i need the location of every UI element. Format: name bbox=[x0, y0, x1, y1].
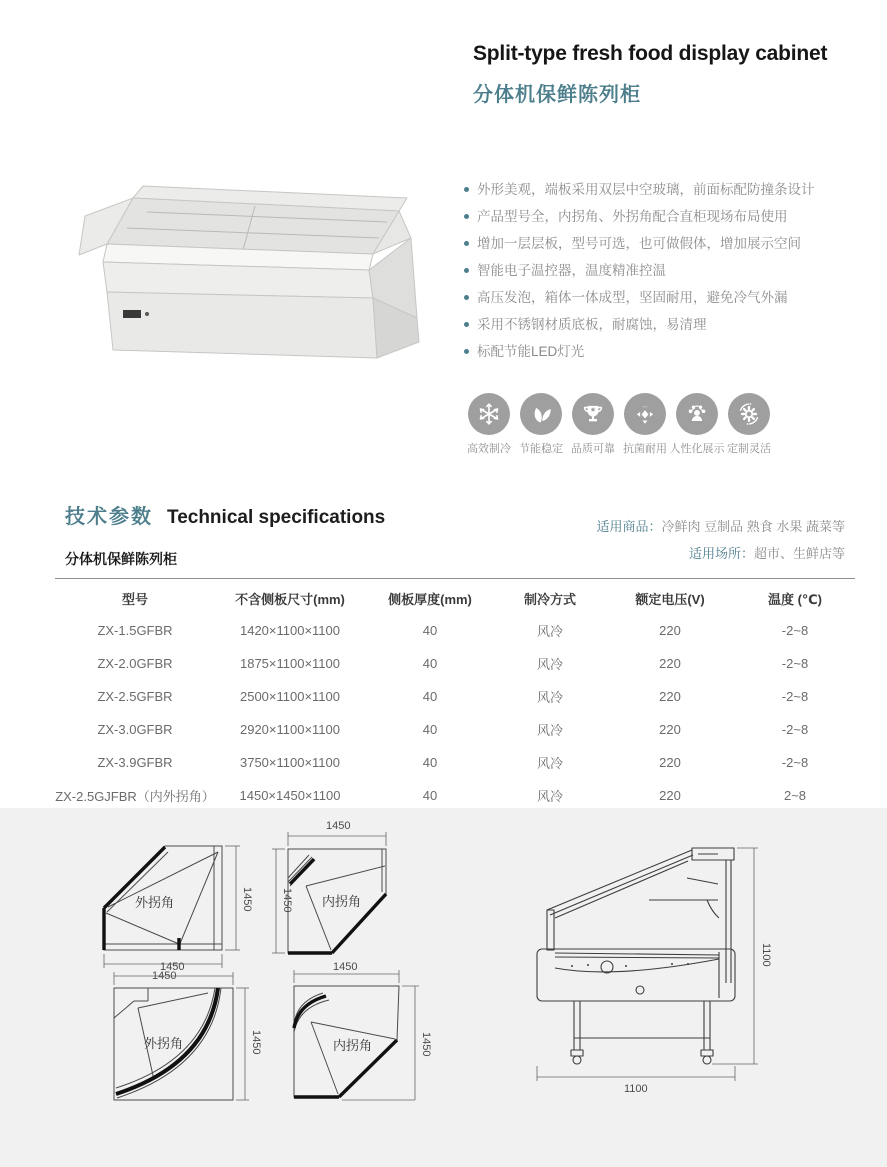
diagram-outer-corner-curved bbox=[96, 960, 276, 1110]
page-header bbox=[473, 42, 853, 107]
applicable-products-value: 冷鲜肉 豆制品 熟食 水果 蔬菜等 bbox=[661, 519, 845, 534]
table-cell: 风冷 bbox=[536, 789, 563, 804]
feature-item: 高压发泡，箱体一体成型，坚固耐用，避免冷气外漏 bbox=[464, 284, 874, 311]
badge-label: 高效制冷 bbox=[467, 443, 511, 455]
table-cell: 3750×1100×1100 bbox=[239, 755, 340, 770]
applicable-info bbox=[597, 513, 845, 567]
diagram-side-section bbox=[522, 838, 777, 1100]
table-cell: 40 bbox=[422, 755, 438, 770]
spec-table-row bbox=[55, 746, 855, 779]
diagram-label: 外拐角 bbox=[135, 895, 175, 910]
spec-table-header-row bbox=[55, 579, 855, 615]
table-header-cell: 额定电压(V) bbox=[635, 592, 705, 607]
table-cell: 220 bbox=[659, 722, 681, 737]
dimension-label: 1450 bbox=[333, 961, 358, 973]
table-cell: 风冷 bbox=[536, 690, 563, 705]
snowflake-icon bbox=[468, 393, 510, 435]
table-subtitle: 分体机保鲜陈列柜 bbox=[65, 551, 177, 567]
table-header-cell: 温度 (℃) bbox=[767, 592, 822, 607]
table-cell: 1420×1100×1100 bbox=[239, 623, 340, 638]
page-title-en: Split-type fresh food display cabinet bbox=[473, 42, 828, 65]
tech-heading-zh: 技术参数 bbox=[65, 506, 153, 528]
dimension-label: 1450 bbox=[152, 970, 177, 982]
feature-item: 外形美观，端板采用双层中空玻璃，前面标配防撞条设计 bbox=[464, 176, 874, 203]
table-cell: 220 bbox=[659, 623, 681, 638]
table-cell: ZX-2.5GFBR bbox=[97, 689, 173, 704]
feature-badge-row bbox=[463, 393, 775, 456]
table-cell: 2920×1100×1100 bbox=[239, 722, 340, 737]
diagram-label: 内拐角 bbox=[322, 894, 362, 909]
table-cell: ZX-3.0GFBR bbox=[97, 722, 173, 737]
table-cell: -2~8 bbox=[781, 722, 809, 737]
badge-energy bbox=[515, 393, 567, 456]
table-cell: 1450×1450×1100 bbox=[239, 788, 341, 803]
diagram-label: 外拐角 bbox=[144, 1036, 184, 1051]
badge-custom bbox=[723, 393, 775, 456]
table-cell: 2~8 bbox=[783, 788, 807, 803]
applicable-places-value: 超市、生鲜店等 bbox=[753, 546, 845, 561]
badge-display bbox=[671, 393, 723, 456]
badge-quality bbox=[567, 393, 619, 456]
table-header-cell: 制冷方式 bbox=[523, 592, 576, 607]
badge-label: 节能稳定 bbox=[519, 443, 563, 455]
table-cell: ZX-2.0GFBR bbox=[97, 656, 173, 671]
table-cell: ZX-1.5GFBR bbox=[97, 623, 173, 638]
diagram-inner-corner-angular bbox=[268, 816, 448, 976]
feature-item: 智能电子温控器，温度精准控温 bbox=[464, 257, 874, 284]
table-cell: 风冷 bbox=[536, 723, 563, 738]
dimension-label: 1450 bbox=[250, 1030, 262, 1055]
badge-antibacterial bbox=[619, 393, 671, 456]
badge-label: 人性化展示 bbox=[669, 443, 725, 455]
spec-table-row bbox=[55, 614, 855, 647]
leaf-icon bbox=[520, 393, 562, 435]
spec-table-row bbox=[55, 680, 855, 713]
dimension-label: 1450 bbox=[160, 961, 185, 973]
table-header-cell: 侧板厚度(mm) bbox=[388, 592, 472, 607]
table-cell: 40 bbox=[422, 623, 438, 638]
table-cell: 1875×1100×1100 bbox=[239, 656, 340, 671]
feature-item: 增加一层层板，型号可选，也可做假体，增加展示空间 bbox=[464, 230, 874, 257]
applicable-products-label: 适用商品： bbox=[596, 519, 662, 534]
table-cell: -2~8 bbox=[781, 656, 809, 671]
feature-item: 标配节能LED灯光 bbox=[464, 338, 874, 365]
badge-cooling bbox=[463, 393, 515, 456]
table-header-cell: 不含侧板尺寸(mm) bbox=[235, 592, 345, 607]
table-cell: -2~8 bbox=[781, 689, 809, 704]
table-cell: 风冷 bbox=[536, 756, 563, 771]
spec-table-row bbox=[55, 647, 855, 680]
people-icon bbox=[676, 393, 718, 435]
product-image bbox=[55, 158, 447, 382]
table-cell: 220 bbox=[659, 788, 681, 803]
dimension-label: 1100 bbox=[624, 1083, 648, 1095]
badge-label: 抗菌耐用 bbox=[623, 443, 667, 455]
table-cell: -2~8 bbox=[781, 755, 809, 770]
table-cell: ZX-3.9GFBR bbox=[97, 755, 173, 770]
table-cell: 40 bbox=[422, 722, 438, 737]
diagram-inner-corner-curved bbox=[281, 960, 461, 1110]
page-title-zh: 分体机保鲜陈列柜 bbox=[473, 84, 641, 106]
dimension-label: 1450 bbox=[241, 887, 253, 912]
spec-table bbox=[55, 578, 855, 812]
table-cell: 2500×1100×1100 bbox=[239, 689, 340, 704]
feature-item: 采用不锈钢材质底板，耐腐蚀，易清理 bbox=[464, 311, 874, 338]
diagram-label: 内拐角 bbox=[333, 1038, 373, 1053]
table-cell: ZX-2.5GJFBR（内外拐角） bbox=[55, 789, 215, 804]
diagram-section bbox=[0, 808, 887, 1167]
table-cell: 40 bbox=[422, 788, 438, 803]
table-header-cell: 型号 bbox=[121, 592, 148, 607]
spec-table-row bbox=[55, 713, 855, 746]
tech-heading-en: Technical specifications bbox=[167, 507, 386, 528]
badge-label: 品质可靠 bbox=[571, 443, 615, 455]
dimension-label: 1450 bbox=[420, 1032, 432, 1057]
applicable-products-line bbox=[597, 513, 845, 540]
table-cell: 220 bbox=[659, 755, 681, 770]
feature-list bbox=[464, 176, 874, 365]
table-cell: 风冷 bbox=[536, 624, 563, 639]
table-cell: -2~8 bbox=[781, 623, 809, 638]
dimension-label: 1100 bbox=[760, 943, 772, 967]
dimension-label: 1450 bbox=[281, 888, 293, 913]
antibacterial-icon bbox=[624, 393, 666, 435]
applicable-places-line bbox=[597, 540, 845, 567]
feature-item: 产品型号全，内拐角、外拐角配合直柜现场布局使用 bbox=[464, 203, 874, 230]
trophy-icon bbox=[572, 393, 614, 435]
table-cell: 220 bbox=[659, 689, 681, 704]
badge-label: 定制灵活 bbox=[727, 443, 771, 455]
dimension-label: 1450 bbox=[326, 820, 351, 832]
table-cell: 40 bbox=[422, 656, 438, 671]
applicable-places-label: 适用场所： bbox=[688, 546, 754, 561]
table-cell: 220 bbox=[659, 656, 681, 671]
tech-section-heading bbox=[65, 500, 385, 529]
table-cell: 风冷 bbox=[536, 657, 563, 672]
table-cell: 40 bbox=[422, 689, 438, 704]
gear-icon bbox=[728, 393, 770, 435]
